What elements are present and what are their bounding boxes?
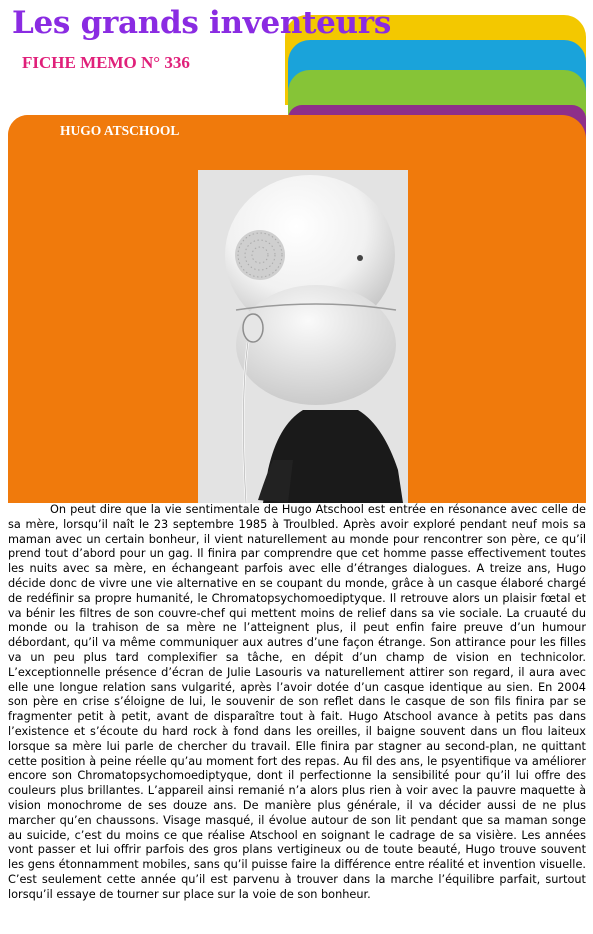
page-title: Les grands inventeurs (12, 5, 391, 41)
inventor-photo (198, 170, 408, 503)
inventor-name: HUGO ATSCHOOL (60, 123, 180, 138)
memo-number: FICHE MEMO N° 336 (22, 53, 190, 72)
helmet-person-illustration (198, 170, 408, 503)
article-body: On peut dire que la vie sentimentale de Hugo Atschool est entrée en résonance avec celle de sa mère, lorsqu’il naît le 23 septembre 1985 à Troulbled. Après avoir exploré pendant neuf mois sa maman avec un certain bonheur, il vient naturellement au monde pour rencontrer son père, ce qu’il prend tout d’abord pour un gag. Il finira par comprendre que cet homme passe effectivement toutes les nuits avec sa mère, en échangeant parfois avec elle d’étranges dialogues. A treize ans, Hugo décide donc de vivre une vie alternative en se coupant du monde, grâce à un casque élaboré chargé de redéfinir sa propre humanité, le Chromatopsychomoediptyque. Il retrouve alors un plaisir fœtal et va bénir les filtres de son couvre-chef qui mettent moins de relief dans sa vie sociale. La cruauté du monde ou la trahison de sa mère ne l’atteignent plus, il peut enfin faire preuve d’un humour débordant, qu’il va même communiquer aux autres d’une façon étrange. Son attirance pour les filles va un peu plus tard complexifier sa tâche, en dépit d’un champ de vision en technicolor. L’exceptionnelle présence d’écran de Julie Lasouris va naturellement attirer son regard, il aura avec elle une longue relation sans vulgarité, après l’avoir dotée d’un casque identique au sien. En 2004 son père en crise s’éloigne de lui, le souvenir de son reflet dans le casque de son fils finira par se fragmenter petit à petit, avant de disparaître tout à fait. Hugo Atschool avance à petits pas dans l’existence et s’écoute du hard rock à fond dans les oreilles, il baigne souvent dans un flou laiteux lorsque sa mère lui parle de chercher du travail. Elle finira par stagner au second-plan, ne quittant cette position à peine réelle qu’au moment fort des repas. Au fil des ans, le psyentifique va améliorer encore son Chromatopsychomoediptyque, dont il perfectionne la sensibilité pour qu’il lui offre des couleurs plus brillantes. L’appareil ainsi remanié n’a alors plus rien à voir avec la pauvre maquette à vision monochrome de ses douze ans. De manière plus générale, il va décider aussi de ne plus marcher qu’en chaussons. Visage masqué, il évolue autour de son lit pendant que sa maman songe au suicide, c’est du moins ce que réalise Atschool en soignant le cadrage de sa visière. Les années vont passer et lui offrir parfois des gros plans vertigineux ou de toute beauté, Hugo trouve souvent les gens étonnamment mobiles, sans qu’il puisse faire la différence entre réalité et invention visuelle. C’est seulement cette année qu’il est parvenu à trouver dans la marche l’équilibre parfait, surtout lorsqu’il essaye de tourner sur place sur la voie de son bonheur. (8, 503, 586, 921)
